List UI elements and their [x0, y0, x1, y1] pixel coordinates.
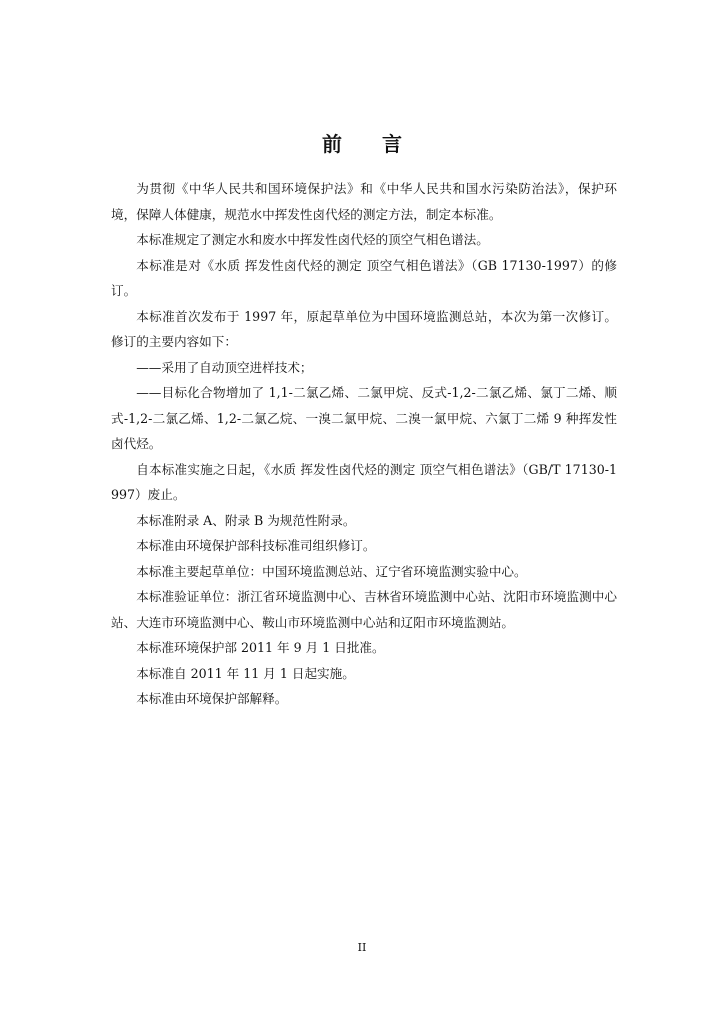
paragraph-interpretation: 本标准由环境保护部解释。	[136, 691, 288, 706]
title-char-2: 言	[382, 132, 402, 156]
paragraph-drafters: 本标准主要起草单位：中国环境监测总站、辽宁省环境监测实验中心。	[136, 563, 527, 579]
foreword-body	[111, 176, 617, 712]
paragraph-purpose: 为贯彻《中华人民共和国环境保护法》和《中华人民共和国水污染防治法》，保护环境，保障人体健康，规范水中挥发性卤代烃的测定方法，制定本标准。	[111, 181, 617, 222]
paragraph-change-2: ——目标化合物增加了 1,1-二氯乙烯、二氯甲烷、反式-1,2-二氯乙烯、氯丁二烯、顺式-1,2-二氯乙烯、1,2-二氯乙烷、一溴二氯甲烷、二溴一氯甲烷、六氯丁二烯 9 种挥发性卤代烃。	[111, 385, 617, 451]
paragraph-change-1: ——采用了自动顶空进样技术；	[136, 359, 313, 375]
title-char-1: 前	[322, 132, 342, 156]
paragraph-history: 本标准首次发布于 1997 年，原起草单位为中国环境监测总站，本次为第一次修订。修订的主要内容如下：	[111, 308, 617, 349]
paragraph-revision-of: 本标准是对《水质 挥发性卤代烃的测定 顶空气相色谱法》（GB 17130-1997）的修订。	[111, 257, 617, 298]
page-number: II	[357, 941, 367, 954]
paragraph-verifiers: 本标准验证单位：浙江省环境监测中心、吉林省环境监测中心站、沈阳市环境监测中心站、大连市环境监测中心、鞍山市环境监测中心站和辽阳市环境监测站。	[111, 589, 617, 630]
paragraph-effective-date: 本标准自 2011 年 11 月 1 日起实施。	[136, 665, 355, 681]
paragraph-approval: 本标准环境保护部 2011 年 9 月 1 日批准。	[136, 640, 385, 655]
paragraph-scope: 本标准规定了测定水和废水中挥发性卤代烃的顶空气相色谱法。	[136, 232, 489, 247]
paragraph-annexes: 本标准附录 A、附录 B 为规范性附录。	[136, 512, 356, 528]
paragraph-supersedes: 自本标准实施之日起，《水质 挥发性卤代烃的测定 顶空气相色谱法》（GB/T 17130-1997）废止。	[111, 461, 617, 502]
page-title	[0, 130, 724, 158]
paragraph-organizer: 本标准由环境保护部科技标准司组织修订。	[136, 538, 376, 553]
